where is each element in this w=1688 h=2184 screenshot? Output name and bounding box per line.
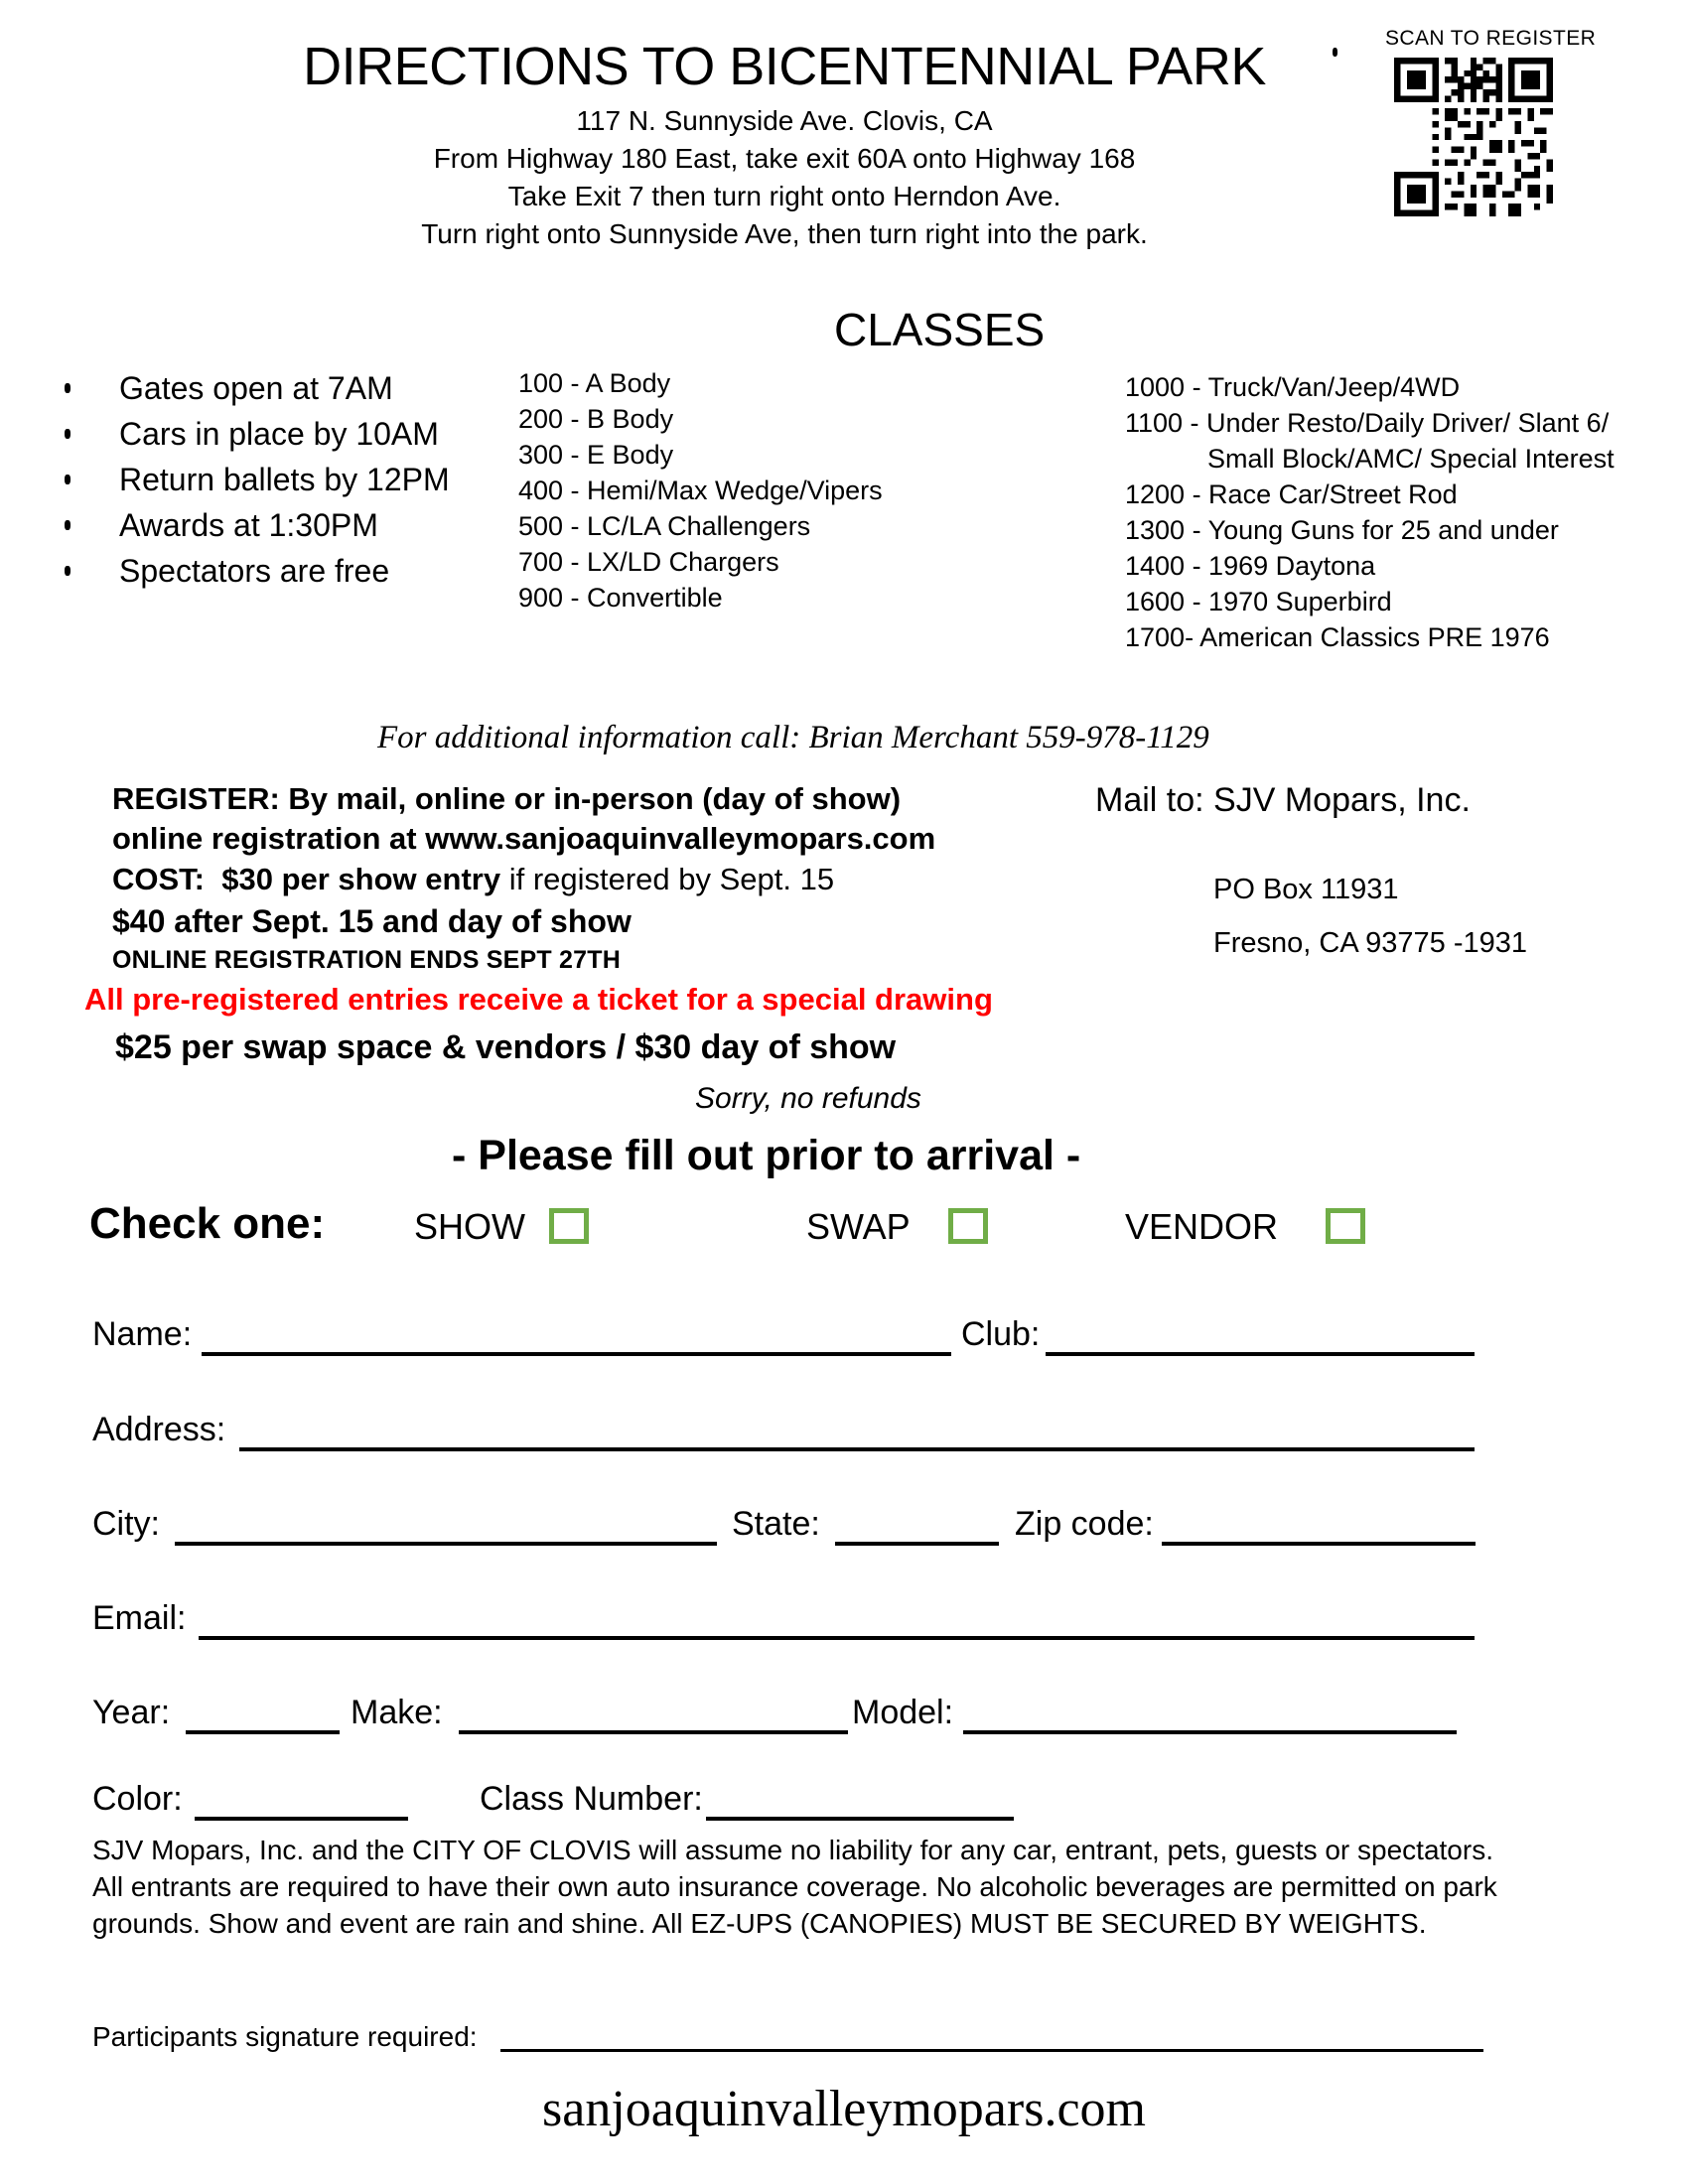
class-item: 1000 - Truck/Van/Jeep/4WD xyxy=(1125,372,1461,402)
bullet-icon xyxy=(65,566,70,576)
classes-column-left xyxy=(518,365,883,615)
schedule-text: Awards at 1:30PM xyxy=(119,507,378,543)
swap-vendor-cost-line: $25 per swap space & vendors / $30 day of show xyxy=(115,1028,897,1066)
header-direction-line-1: From Highway 180 East, take exit 60A onto Highway 168 xyxy=(433,143,1136,174)
class-item: 1400 - 1969 Daytona xyxy=(1125,551,1376,581)
online-deadline-line: ONLINE REGISTRATION ENDS SEPT 27TH xyxy=(112,946,621,974)
scan-to-register-label: SCAN TO REGISTER xyxy=(1385,27,1597,50)
list-item xyxy=(55,548,452,594)
class-item: 1300 - Young Guns for 25 and under xyxy=(1125,515,1559,545)
input-name[interactable] xyxy=(202,1352,951,1356)
input-address[interactable] xyxy=(239,1447,1475,1451)
label-address: Address: xyxy=(92,1411,226,1448)
list-item xyxy=(55,502,452,548)
schedule-text: Return ballets by 12PM xyxy=(119,462,450,497)
schedule-text: Gates open at 7AM xyxy=(119,370,393,406)
schedule-text: Spectators are free xyxy=(119,553,390,589)
input-class-number[interactable] xyxy=(706,1817,1014,1821)
input-club[interactable] xyxy=(1046,1352,1475,1356)
check-one-label: Check one: xyxy=(89,1199,326,1248)
list-item xyxy=(55,457,452,502)
input-color[interactable] xyxy=(195,1817,408,1821)
label-club: Club: xyxy=(961,1315,1041,1353)
label-year: Year: xyxy=(92,1694,171,1731)
page-title: DIRECTIONS TO BICENTENNIAL PARK xyxy=(303,37,1266,96)
label-state: State: xyxy=(732,1505,820,1543)
class-item: 300 - E Body xyxy=(518,440,674,470)
bullet-icon xyxy=(65,475,70,484)
header-address-line: 117 N. Sunnyside Ave. Clovis, CA xyxy=(576,105,993,136)
schedule-list xyxy=(55,365,452,594)
classes-heading: CLASSES xyxy=(834,304,1046,355)
list-item xyxy=(55,411,452,457)
online-registration-line: online registration at www.sanjoaquinvalleymopars.com xyxy=(112,821,936,856)
option-label-show: SHOW xyxy=(414,1206,525,1247)
class-item: 500 - LC/LA Challengers xyxy=(518,511,811,541)
class-item: 1700- American Classics PRE 1976 xyxy=(1125,622,1550,652)
input-email[interactable] xyxy=(199,1636,1475,1640)
class-item: 700 - LX/LD Chargers xyxy=(518,547,779,577)
registration-block xyxy=(84,779,993,1073)
option-label-vendor: VENDOR xyxy=(1125,1206,1279,1247)
qr-code-icon xyxy=(1394,58,1553,216)
label-model: Model: xyxy=(852,1694,954,1731)
input-signature[interactable] xyxy=(500,2049,1483,2052)
label-zip: Zip code: xyxy=(1015,1505,1154,1543)
label-class-number: Class Number: xyxy=(480,1780,703,1818)
mail-po-box: PO Box 11931 xyxy=(1213,874,1399,905)
liability-disclaimer: SJV Mopars, Inc. and the CITY OF CLOVIS will assume no liability for any car, entrant, pets, guests or spectators. All entrants are required to have their own auto insurance coverage. No alcoholic beverages are permitted on park grounds. Show and event are rain and shine. All EZ-UPS (CANOPIES) MUST BE SECURED BY WEIGHTS. xyxy=(92,1835,1497,1939)
class-item-continuation: Small Block/AMC/ Special Interest xyxy=(1207,444,1615,474)
cost-label: COST: xyxy=(112,862,205,896)
bullet-icon xyxy=(1333,48,1337,57)
input-year[interactable] xyxy=(186,1730,340,1734)
label-name: Name: xyxy=(92,1315,193,1353)
label-email: Email: xyxy=(92,1599,187,1637)
input-city[interactable] xyxy=(175,1542,717,1546)
register-line: REGISTER: By mail, online or in-person (day of show) xyxy=(112,781,902,816)
cost-amount: $30 per show entry xyxy=(221,862,501,896)
checkbox-show[interactable] xyxy=(549,1208,589,1244)
option-label-swap: SWAP xyxy=(806,1206,911,1247)
class-item: 1200 - Race Car/Street Rod xyxy=(1125,479,1458,509)
class-item: 400 - Hemi/Max Wedge/Vipers xyxy=(518,476,883,505)
mail-to-heading: Mail to: SJV Mopars, Inc. xyxy=(1095,781,1471,819)
label-city: City: xyxy=(92,1505,160,1543)
class-item: 200 - B Body xyxy=(518,404,674,434)
contact-info-line: For additional information call: Brian Merchant 559-978-1129 xyxy=(377,720,1209,755)
input-model[interactable] xyxy=(963,1730,1457,1734)
input-zip[interactable] xyxy=(1162,1542,1476,1546)
mail-city-state-zip: Fresno, CA 93775 -1931 xyxy=(1213,927,1527,959)
cost-condition: if registered by Sept. 15 xyxy=(508,862,835,896)
bullet-icon xyxy=(65,383,70,393)
class-item: 900 - Convertible xyxy=(518,583,723,613)
class-item: 1600 - 1970 Superbird xyxy=(1125,587,1392,616)
checkbox-vendor[interactable] xyxy=(1326,1208,1365,1244)
label-make: Make: xyxy=(351,1694,443,1731)
schedule-text: Cars in place by 10AM xyxy=(119,416,439,452)
footer-website: sanjoaquinvalleymopars.com xyxy=(542,2081,1146,2137)
label-color: Color: xyxy=(92,1780,183,1818)
cost-line xyxy=(112,859,993,900)
input-make[interactable] xyxy=(459,1730,848,1734)
header-direction-line-2: Take Exit 7 then turn right onto Herndon Ave. xyxy=(507,181,1061,211)
classes-column-right xyxy=(1125,369,1615,655)
checkbox-swap[interactable] xyxy=(948,1208,988,1244)
label-signature: Participants signature required: xyxy=(92,2021,478,2052)
class-item: 100 - A Body xyxy=(518,368,671,398)
special-drawing-note: All pre-registered entries receive a ticket for a special drawing xyxy=(84,982,993,1017)
bullet-icon xyxy=(65,429,70,439)
fill-out-instruction: - Please fill out prior to arrival - xyxy=(452,1132,1081,1179)
late-cost-line: $40 after Sept. 15 and day of show xyxy=(112,903,632,939)
list-item xyxy=(55,365,452,411)
input-state[interactable] xyxy=(835,1542,999,1546)
no-refunds-note: Sorry, no refunds xyxy=(695,1082,921,1115)
class-item: 1100 - Under Resto/Daily Driver/ Slant 6/ xyxy=(1125,408,1610,438)
header-direction-line-3: Turn right onto Sunnyside Ave, then turn right into the park. xyxy=(421,218,1148,249)
bullet-icon xyxy=(65,520,70,530)
